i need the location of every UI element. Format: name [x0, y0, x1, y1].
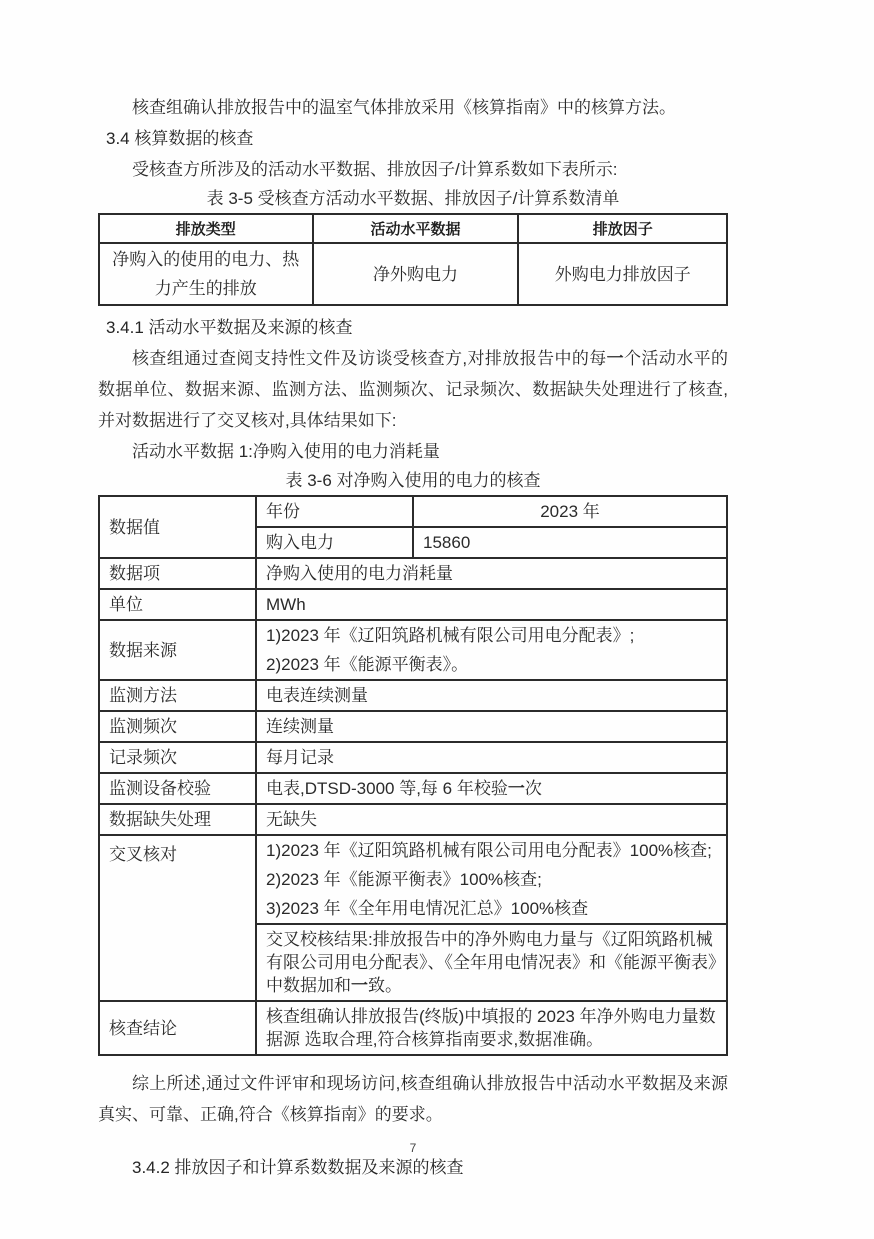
- cross-check-result-part2: 致。: [368, 976, 402, 995]
- calibration-text-part1: 电表,DTSD-3000 等,每 6 年校验: [266, 779, 508, 798]
- table-row: [99, 620, 727, 680]
- intro-paragraph: 核查组确认排放报告中的温室气体排放采用《核算指南》中的核算方法。: [132, 98, 676, 117]
- year-value-cell: 2023 年: [413, 496, 727, 527]
- section-3-4-1-heading: 3.4.1 活动水平数据及来源的核查: [106, 318, 353, 337]
- cross-check-result-cell: [256, 924, 727, 1001]
- page-number: 7: [409, 1141, 417, 1155]
- record-frequency-value-cell: 每月记录: [256, 742, 727, 773]
- conclusion-value-cell: 核查组确认排放报告(终版)中填报的 2023 年净外购电力量数据源 选取合理,符合核算指南要求,数据准确。: [256, 1001, 727, 1055]
- table-row: [99, 680, 727, 711]
- data-source-line-1: 1)2023 年《辽阳筑路机械有限公司用电分配表》;: [266, 626, 635, 645]
- table-row: [99, 496, 727, 527]
- table-row: [99, 835, 727, 924]
- table-3-6-caption: 表 3-6 对净购入使用的电力的核查: [285, 471, 541, 490]
- calibration-text-part2: 次: [524, 779, 542, 798]
- row-label-monitoring-frequency: 监测频次: [99, 711, 256, 742]
- section-3-4-lead: 受核查方所涉及的活动水平数据、排放因子/计算系数如下表所示:: [132, 160, 618, 179]
- table-row: [99, 1001, 727, 1055]
- row-label-missing-data: 数据缺失处理: [99, 804, 256, 835]
- device-calibration-value-cell: [256, 773, 727, 804]
- row-label-monitoring-method: 监测方法: [99, 680, 256, 711]
- table-3-5: [98, 213, 728, 306]
- table-row: [99, 558, 727, 589]
- missing-data-value-cell: 无缺失: [256, 804, 727, 835]
- purchased-power-value-cell: 15860: [413, 527, 727, 558]
- data-source-line-2: 2)2023 年《能源平衡表》。: [266, 655, 469, 674]
- table-row: [99, 773, 727, 804]
- calibration-emphasis-char: 一: [507, 779, 525, 798]
- unit-value-cell: MWh: [256, 589, 727, 620]
- purchased-power-label-cell: 购入电力: [256, 527, 413, 558]
- year-label-cell: 年份: [256, 496, 413, 527]
- table-3-5-cell-activity-data: 净外购电力: [313, 243, 519, 305]
- section-3-4-1-paragraph: [98, 343, 728, 436]
- data-source-value-cell: [256, 620, 727, 680]
- paragraph-text-part2: 个活动水平的数据单位、数据来源、监测方法、监测频次、记录频次、数据缺失处理进行了核查,并对数据进行了交叉核对,具体结果如下:: [98, 349, 728, 430]
- table-3-5-data-row: [99, 243, 727, 305]
- cross-check-result-emphasis-char: 一: [351, 976, 368, 995]
- table-row: [99, 711, 727, 742]
- row-label-device-calibration: 监测设备校验: [99, 773, 256, 804]
- data-item-value-cell: 净购入使用的电力消耗量: [256, 558, 727, 589]
- section-3-4-2-heading: 3.4.2 排放因子和计算系数数据及来源的核查: [132, 1158, 464, 1177]
- monitoring-frequency-value-cell: 连续测量: [256, 711, 727, 742]
- row-label-data-value: 数据值: [99, 496, 256, 558]
- activity-data-label: 活动水平数据 1:净购入使用的电力消耗量: [132, 442, 440, 461]
- table-row: [99, 589, 727, 620]
- monitoring-method-value-cell: 电表连续测量: [256, 680, 727, 711]
- row-label-data-item: 数据项: [99, 558, 256, 589]
- paragraph-text-part1: 核查组通过查阅支持性文件及访谈受核查方,对排放报告中的每: [132, 349, 607, 368]
- cross-check-line-3: 3)2023 年《全年用电情况汇总》100%核查: [266, 899, 589, 918]
- table-3-5-cell-emission-factor: 外购电力排放因子: [518, 243, 727, 305]
- table-3-5-header-emission-factor: 排放因子: [518, 214, 727, 243]
- table-3-5-cell-emission-type: 净购入的使用的电力、热力产生的排放: [99, 243, 313, 305]
- row-label-data-source: 数据来源: [99, 620, 256, 680]
- section-3-4-1-summary: 综上所述,通过文件评审和现场访问,核查组确认排放报告中活动水平数据及来源真实、可靠、正确,符合《核算指南》的要求。: [98, 1074, 728, 1124]
- table-3-5-header-activity-data: 活动水平数据: [313, 214, 519, 243]
- paragraph-emphasis-char: 一: [606, 349, 625, 368]
- row-label-conclusion: 核查结论: [99, 1001, 256, 1055]
- row-label-cross-check: 交叉核对: [99, 835, 256, 1001]
- cross-check-items-cell: [256, 835, 727, 924]
- cross-check-line-1: 1)2023 年《辽阳筑路机械有限公司用电分配表》100%核查;: [266, 841, 712, 860]
- row-label-unit: 单位: [99, 589, 256, 620]
- table-3-6: [98, 495, 728, 1056]
- row-label-record-frequency: 记录频次: [99, 742, 256, 773]
- cross-check-result-part1: 交叉校核结果:排放报告中的净外购电力量与《辽阳筑路机械有限公司用电分配表》、《全年用电情况表》和《能源平衡表》中数据加和: [266, 930, 717, 995]
- table-row: [99, 804, 727, 835]
- table-3-5-caption: 表 3-5 受核查方活动水平数据、排放因子/计算系数清单: [206, 189, 620, 208]
- cross-check-line-2: 2)2023 年《能源平衡表》100%核查;: [266, 870, 542, 889]
- table-3-5-header-emission-type: 排放类型: [99, 214, 313, 243]
- section-3-4-heading: 3.4 核算数据的核查: [106, 129, 254, 148]
- table-3-5-header-row: [99, 214, 727, 243]
- table-row: [99, 742, 727, 773]
